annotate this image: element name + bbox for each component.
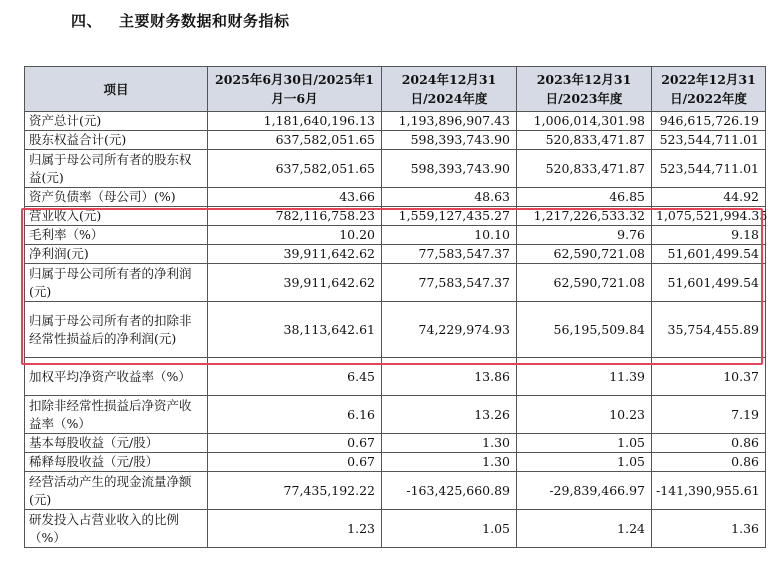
- table-row: [25, 245, 766, 264]
- row-value: 523,544,711.01: [652, 131, 766, 150]
- row-value: 10.37: [652, 358, 766, 396]
- row-value: 598,393,743.90: [382, 131, 517, 150]
- row-label: 净利润(元): [25, 245, 208, 264]
- row-value: 0.86: [652, 434, 766, 453]
- table-row: [25, 188, 766, 207]
- row-value: 1,217,226,533.32: [517, 207, 652, 226]
- row-value: 7.19: [652, 396, 766, 434]
- row-value: 51,601,499.54: [652, 264, 766, 302]
- row-value: 6.16: [208, 396, 382, 434]
- row-label: 研发投入占营业收入的比例（%）: [25, 510, 208, 548]
- row-value: 39,911,642.62: [208, 264, 382, 302]
- row-value: 56,195,509.84: [517, 302, 652, 358]
- table-row: [25, 453, 766, 472]
- row-value: 44.92: [652, 188, 766, 207]
- row-label: 资产总计(元): [25, 112, 208, 131]
- row-label: 加权平均净资产收益率（%）: [25, 358, 208, 396]
- row-value: -141,390,955.61: [652, 472, 766, 510]
- row-label: 营业收入(元): [25, 207, 208, 226]
- row-label: 基本每股收益（元/股）: [25, 434, 208, 453]
- row-value: 0.86: [652, 453, 766, 472]
- table-body: [25, 112, 766, 548]
- row-value: 11.39: [517, 358, 652, 396]
- row-value: 782,116,758.23: [208, 207, 382, 226]
- row-value: 520,833,471.87: [517, 150, 652, 188]
- row-value: 38,113,642.61: [208, 302, 382, 358]
- row-value: 1.30: [382, 434, 517, 453]
- row-value: 51,601,499.54: [652, 245, 766, 264]
- row-value: 77,583,547.37: [382, 264, 517, 302]
- table-header-row: [25, 67, 766, 112]
- table-row: [25, 472, 766, 510]
- row-value: 1.24: [517, 510, 652, 548]
- row-value: 1,193,896,907.43: [382, 112, 517, 131]
- row-value: 39,911,642.62: [208, 245, 382, 264]
- row-value: 74,229,974.93: [382, 302, 517, 358]
- row-value: 1.23: [208, 510, 382, 548]
- table-row: [25, 112, 766, 131]
- row-value: 43.66: [208, 188, 382, 207]
- row-label: 归属于母公司所有者的扣除非经常性损益后的净利润(元): [25, 302, 208, 358]
- header-2025h1: 2025年6月30日/2025年1月一6月: [208, 67, 382, 112]
- row-value: 6.45: [208, 358, 382, 396]
- row-value: -29,839,466.97: [517, 472, 652, 510]
- row-label: 毛利率（%）: [25, 226, 208, 245]
- table-row: [25, 207, 766, 226]
- row-value: 1.30: [382, 453, 517, 472]
- row-value: 1,181,640,196.13: [208, 112, 382, 131]
- row-value: 35,754,455.89: [652, 302, 766, 358]
- row-value: 637,582,051.65: [208, 150, 382, 188]
- row-value: 1.36: [652, 510, 766, 548]
- row-value: 62,590,721.08: [517, 264, 652, 302]
- row-value: 48.63: [382, 188, 517, 207]
- section-heading: [71, 10, 290, 31]
- row-value: 946,615,726.19: [652, 112, 766, 131]
- row-value: 1.05: [382, 510, 517, 548]
- header-2024: 2024年12月31日/2024年度: [382, 67, 517, 112]
- row-value: 0.67: [208, 453, 382, 472]
- row-label: 资产负债率（母公司）(%): [25, 188, 208, 207]
- header-item: 项目: [25, 67, 208, 112]
- row-value: 13.26: [382, 396, 517, 434]
- table-row: [25, 264, 766, 302]
- section-number: 四、: [71, 12, 103, 30]
- section-title: 主要财务数据和财务指标: [119, 12, 290, 30]
- row-value: 77,435,192.22: [208, 472, 382, 510]
- table-row: [25, 358, 766, 396]
- row-value: 637,582,051.65: [208, 131, 382, 150]
- table-row: [25, 434, 766, 453]
- table-row: [25, 131, 766, 150]
- row-value: 10.20: [208, 226, 382, 245]
- row-label: 股东权益合计(元): [25, 131, 208, 150]
- table-row: [25, 302, 766, 358]
- row-value: 1.05: [517, 453, 652, 472]
- row-label: 归属于母公司所有者的净利润(元): [25, 264, 208, 302]
- row-label: 扣除非经常性损益后净资产收益率（%）: [25, 396, 208, 434]
- row-value: 1,075,521,994.35: [652, 207, 766, 226]
- row-value: -163,425,660.89: [382, 472, 517, 510]
- row-value: 0.67: [208, 434, 382, 453]
- financial-data-table: [24, 66, 766, 548]
- row-value: 9.76: [517, 226, 652, 245]
- row-value: 598,393,743.90: [382, 150, 517, 188]
- row-label: 稀释每股收益（元/股）: [25, 453, 208, 472]
- row-label: 归属于母公司所有者的股东权益(元): [25, 150, 208, 188]
- row-value: 77,583,547.37: [382, 245, 517, 264]
- row-value: 1,559,127,435.27: [382, 207, 517, 226]
- table-row: [25, 510, 766, 548]
- row-value: 523,544,711.01: [652, 150, 766, 188]
- row-value: 10.10: [382, 226, 517, 245]
- row-label: 经营活动产生的现金流量净额(元): [25, 472, 208, 510]
- row-value: 1.05: [517, 434, 652, 453]
- row-value: 9.18: [652, 226, 766, 245]
- row-value: 520,833,471.87: [517, 131, 652, 150]
- table-row: [25, 226, 766, 245]
- row-value: 62,590,721.08: [517, 245, 652, 264]
- row-value: 13.86: [382, 358, 517, 396]
- header-2023: 2023年12月31日/2023年度: [517, 67, 652, 112]
- table-row: [25, 150, 766, 188]
- row-value: 46.85: [517, 188, 652, 207]
- row-value: 10.23: [517, 396, 652, 434]
- row-value: 1,006,014,301.98: [517, 112, 652, 131]
- table-row: [25, 396, 766, 434]
- header-2022: 2022年12月31日/2022年度: [652, 67, 766, 112]
